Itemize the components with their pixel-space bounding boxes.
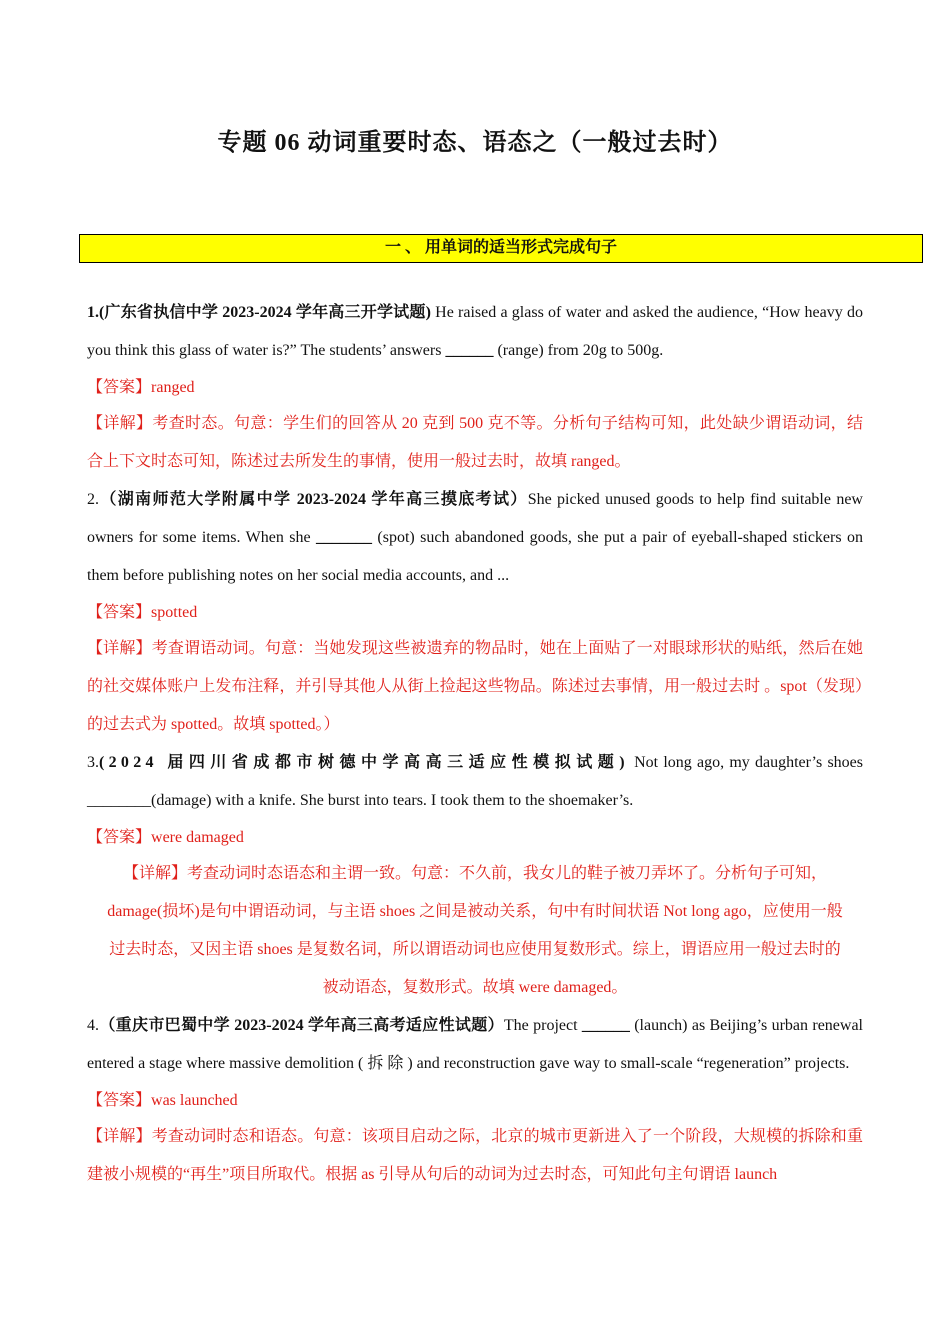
- section-header: 一 、 用单词的适当形式完成句子: [79, 234, 923, 263]
- question-text: The project: [503, 1017, 582, 1034]
- detail-text: 考查动词时态和语态。句意：该项目启动之际，北京的城市更新进入了一个阶段，大规模的拆除和重建被小规模的“再生”项目所取代。根据 as 引导从句后的动词为过去时态，可知此句主句谓语 launch: [87, 1128, 863, 1183]
- detail-3-line: damage(损坏)是句中谓语动词，与主语 shoes 之间是被动关系，句中有时间状语 Not long ago，应使用一般: [107, 903, 843, 920]
- answer-tag: 【答案】: [87, 829, 152, 846]
- question-source: (2024 届四川省成都市树德中学高高三适应性模拟试题): [99, 754, 629, 771]
- question-3: [87, 744, 863, 820]
- question-text: (spot) such abandoned goods, she put a pair of eyeball-shaped stickers on them before publishing notes on her social media accounts, and ...: [87, 529, 864, 584]
- answer-blank: _______: [316, 529, 372, 546]
- answer-text: spotted: [151, 604, 198, 621]
- detail-tag: 【详解】: [87, 415, 153, 432]
- page-title: 专题 06 动词重要时态、语态之（一般过去时）: [217, 130, 733, 156]
- question-number: 3.: [87, 754, 99, 771]
- detail-tag: 【详解】: [87, 1128, 152, 1145]
- detail-3: [87, 855, 863, 893]
- answer-blank: ______: [581, 1017, 630, 1034]
- question-source: （重庆市巴蜀中学 2023-2024 学年高三高考适应性试题）: [99, 1017, 504, 1034]
- answer-text: were damaged: [151, 829, 244, 846]
- answer-blank: ______: [445, 342, 494, 359]
- question-source: （湖南师范大学附属中学 2023-2024 学年高三摸底考试）: [99, 491, 528, 508]
- detail-line: 考查动词时态语态和主谓一致。句意：不久前，我女儿的鞋子被刀弄坏了。分析句子可知，: [187, 865, 828, 882]
- answer-text: ranged: [151, 379, 195, 396]
- detail-text: 考查谓语动词。句意：当她发现这些被遗弃的物品时，她在上面贴了一对眼球形状的贴纸，然后在她的社交媒体账户上发布注释，并引导其他人从街上捡起这些物品。陈述过去事情，用一般过去时 。spot（发现）的过去式为 spotted。故填 spotted。）: [87, 640, 863, 733]
- answer-3: [87, 820, 863, 855]
- detail-3-line: 过去时态，又因主语 shoes 是复数名词，所以谓语动词也应使用复数形式。综上，谓语应用一般过去时的: [109, 941, 841, 958]
- question-text: Not long ago, my daughter’s shoes: [628, 754, 863, 771]
- question-text: (launch) as Beijing’s urban renewal entered a stage where massive demolition ( 拆 除 ) and reconstruction gave way to small-scale “regeneration” projects.: [87, 1017, 863, 1072]
- detail-tag: 【详解】: [87, 640, 152, 657]
- question-source: (广东省执信中学 2023-2024 学年高三开学试题): [99, 304, 431, 321]
- question-number: 4.: [87, 1017, 99, 1034]
- question-4: [87, 1007, 863, 1083]
- question-list: [87, 294, 863, 1194]
- question-number: 2.: [87, 491, 99, 508]
- answer-text: was launched: [151, 1092, 238, 1109]
- answer-blank: ________: [87, 792, 151, 809]
- detail-tag: 【详解】: [122, 865, 187, 882]
- question-text: She picked unused goods to help find suitable new owners for some items. When she: [87, 491, 863, 546]
- detail-text: 考查时态。句意：学生们的回答从 20 克到 500 克不等。分析句子结构可知，此处缺少谓语动词，结合上下文时态可知，陈述过去所发生的事情，使用一般过去时，故填 ranged。: [87, 415, 863, 470]
- question-text: He raised a glass of water and asked the audience, “How heavy do you think this glass of water is?” The students’ answers: [87, 304, 863, 359]
- answer-tag: 【答案】: [87, 1092, 152, 1109]
- question-number: 1.: [87, 304, 99, 321]
- detail-1: [87, 405, 863, 481]
- answer-1: [87, 370, 863, 405]
- answer-tag: 【答案】: [87, 379, 152, 396]
- question-1: [87, 294, 863, 370]
- question-2: [87, 481, 863, 595]
- detail-4: [87, 1118, 863, 1194]
- answer-tag: 【答案】: [87, 604, 152, 621]
- answer-4: [87, 1083, 863, 1118]
- question-text: (range) from 20g to 500g.: [493, 342, 664, 359]
- detail-3-line: 被动语态，复数形式。故填 were damaged。: [322, 979, 628, 996]
- answer-2: [87, 595, 863, 630]
- detail-2: [87, 630, 863, 744]
- question-text: (damage) with a knife. She burst into tears. I took them to the shoemaker’s.: [151, 792, 634, 809]
